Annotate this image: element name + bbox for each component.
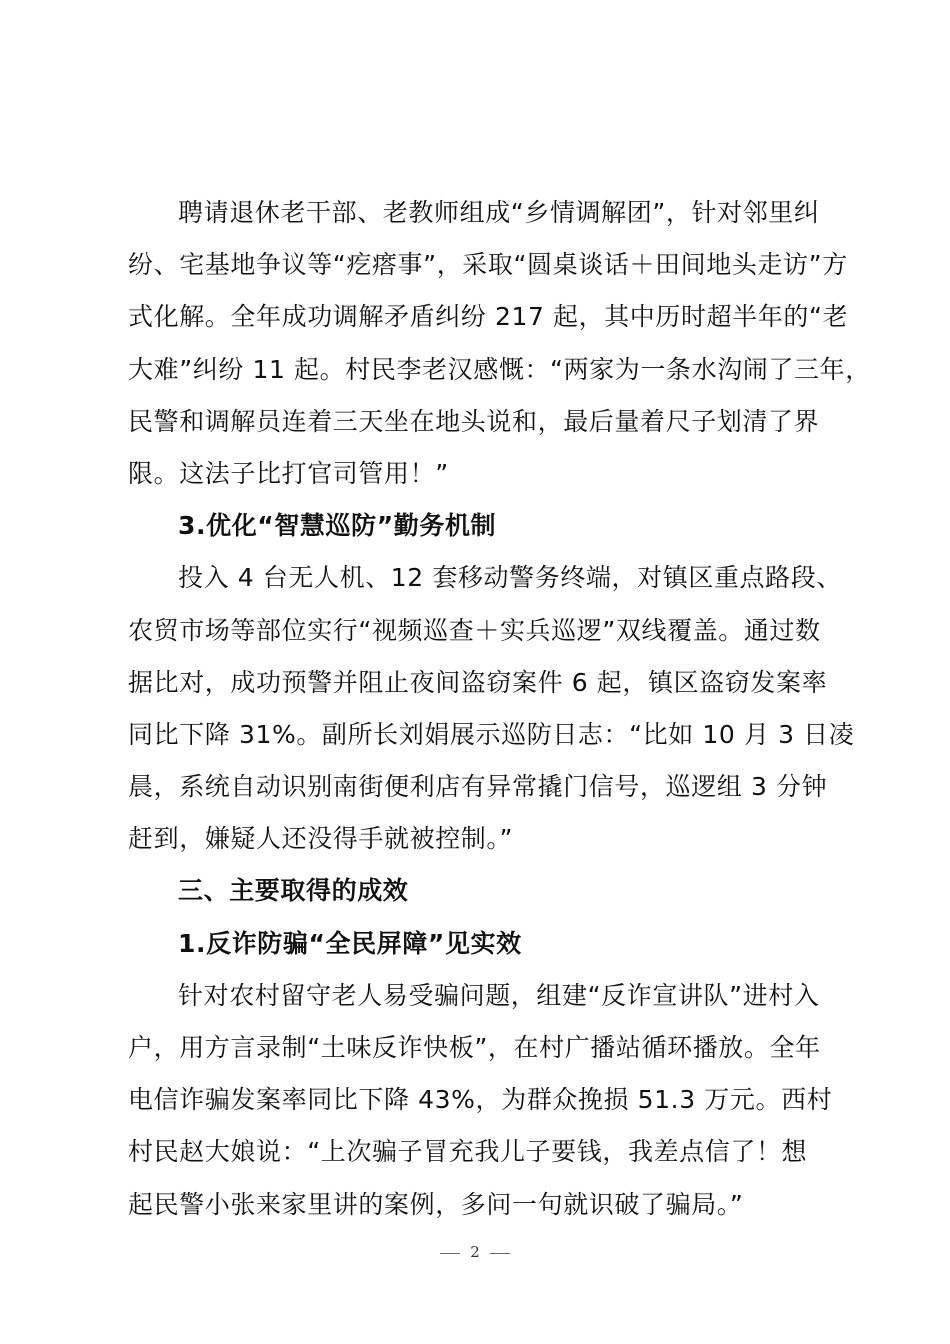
- paragraph-line: 晨，系统自动识别南街便利店有异常撬门信号，巡逻组 3 分钟: [128, 772, 828, 802]
- paragraph-line: 限。这法子比打官司管用！”: [128, 458, 449, 488]
- page-number-footer: [0, 1243, 950, 1261]
- paragraph-line: 式化解。全年成功调解矛盾纠纷 217 起，其中历时超半年的“老: [128, 302, 849, 332]
- paragraph-line: 聘请退休老干部、老教师组成“乡情调解团”，针对邻里纠: [178, 198, 820, 227]
- footer-dash-right: [490, 1253, 510, 1254]
- paragraph-line: 民警和调解员连着三天坐在地头说和，最后量着尺子划清了界: [128, 406, 820, 436]
- paragraph-line: 同比下降 31%。副所长刘娟展示巡防日志：“比如 10 月 3 日凌: [128, 719, 855, 749]
- section-heading: 三、主要取得的成效: [178, 876, 409, 906]
- paragraph-line: 投入 4 台无人机、12 套移动警务终端，对镇区重点路段、: [178, 563, 842, 593]
- paragraph-line: 赶到，嫌疑人还没得手就被控制。”: [128, 824, 514, 854]
- paragraph-line: 针对农村留守老人易受骗问题，组建“反诈宣讲队”进村入: [178, 980, 820, 1010]
- paragraph-line: 大难”纠纷 11 起。村民李老汉感慨：“两家为一条水沟闹了三年，: [128, 354, 871, 384]
- paragraph-line: 农贸市场等部位实行“视频巡查＋实兵巡逻”双线覆盖。通过数: [128, 615, 821, 645]
- paragraph-line: 户，用方言录制“土味反诈快板”，在村广播站循环播放。全年: [128, 1033, 821, 1062]
- section-heading: 1.反诈防骗“全民屏障”见实效: [178, 928, 522, 958]
- paragraph-line: 纷、宅基地争议等“疙瘩事”，采取“圆桌谈话＋田间地头走访”方: [128, 250, 848, 280]
- section-heading: 3.优化“智慧巡防”勤务机制: [178, 511, 497, 541]
- document-body: [128, 187, 871, 1231]
- paragraph-line: 据比对，成功预警并阻止夜间盗窃案件 6 起，镇区盗窃发案率: [128, 667, 828, 697]
- page-number: 2: [470, 1243, 480, 1261]
- paragraph-line: 村民赵大娘说：“上次骗子冒充我儿子要钱，我差点信了！想: [128, 1137, 808, 1167]
- paragraph-line: 电信诈骗发案率同比下降 43%，为群众挽损 51.3 万元。西村: [128, 1085, 833, 1115]
- footer-dash-left: [440, 1253, 460, 1254]
- paragraph-line: 起民警小张来家里讲的案例，多问一句就识破了骗局。”: [128, 1189, 744, 1219]
